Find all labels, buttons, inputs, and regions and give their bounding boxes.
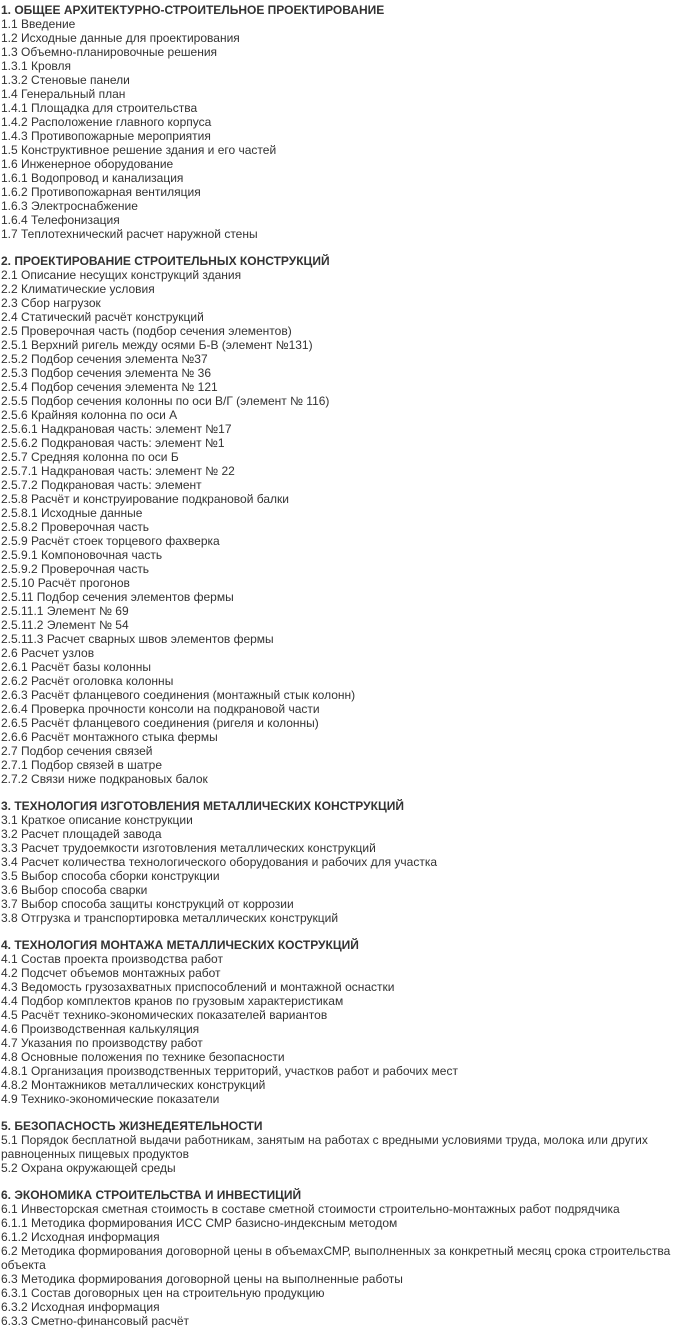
- toc-item: 2.5.5 Подбор сечения колонны по оси В/Г (элемент № 116): [1, 394, 330, 408]
- section-title: 1. ОБЩЕЕ АРХИТЕКТУРНО-СТРОИТЕЛЬНОЕ ПРОЕКТИРОВАНИЕ: [1, 3, 385, 17]
- section-title: 3. ТЕХНОЛОГИЯ ИЗГОТОВЛЕНИЯ МЕТАЛЛИЧЕСКИХ КОНСТРУКЦИЙ: [1, 799, 404, 813]
- toc-item: 5.1 Порядок бесплатной выдачи работникам, занятым на работах с вредными условиями труда, молока или других равноценных пищевых продуктов: [1, 1133, 648, 1161]
- toc-item: 4.8.2 Монтажников металлических конструкций: [1, 1078, 266, 1092]
- toc-item: 2.5.7 Средняя колонна по оси Б: [1, 450, 179, 464]
- toc-item: 4.7 Указания по производству работ: [1, 1036, 203, 1050]
- toc-item: 3.4 Расчет количества технологического оборудования и рабочих для участка: [1, 855, 438, 869]
- toc-item: 4.2 Подсчет объемов монтажных работ: [1, 966, 221, 980]
- toc-item: 4.6 Производственная калькуляция: [1, 1022, 200, 1036]
- toc-item: 1.7 Теплотехнический расчет наружной стены: [1, 227, 258, 241]
- toc-item: 6.2 Методика формирования договорной цены в объемахСМР, выполненных за конкретный месяц срока строительства объекта: [1, 1244, 671, 1272]
- toc-item: 6.1.1 Методика формирования ИСС СМР базисно-индексным методом: [1, 1216, 398, 1230]
- toc-item: 2.5.6.1 Надкрановая часть: элемент №17: [1, 422, 232, 436]
- toc-section: [1, 254, 700, 786]
- toc-section: [1, 799, 700, 925]
- toc-item: 1.3.1 Кровля: [1, 59, 71, 73]
- toc-item: 6.3 Методика формирования договорной цены на выполненные работы: [1, 1272, 403, 1286]
- toc-item: 1.1 Введение: [1, 17, 76, 31]
- toc-item: 2.5.2 Подбор сечения элемента №37: [1, 352, 208, 366]
- toc-item: 2.6 Расчет узлов: [1, 646, 95, 660]
- toc-item: 6.1.2 Исходная информация: [1, 1230, 160, 1244]
- toc-item: 2.5.11.1 Элемент № 69: [1, 604, 129, 618]
- toc-item: 1.4.1 Площадка для строительства: [1, 101, 198, 115]
- toc-item: 2.1 Описание несущих конструкций здания: [1, 268, 242, 282]
- toc-item: 2.5.8.2 Проверочная часть: [1, 520, 150, 534]
- toc-item: 2.5.7.1 Надкрановая часть: элемент № 22: [1, 464, 235, 478]
- toc-item: 1.6 Инженерное оборудование: [1, 157, 174, 171]
- toc-item: 6.3.1 Состав договорных цен на строительную продукцию: [1, 1286, 325, 1300]
- toc-item: 3.5 Выбор способа сборки конструкции: [1, 869, 220, 883]
- section-title: 6. ЭКОНОМИКА СТРОИТЕЛЬСТВА И ИНВЕСТИЦИЙ: [1, 1188, 302, 1202]
- section-title: 4. ТЕХНОЛОГИЯ МОНТАЖА МЕТАЛЛИЧЕСКИХ КОСТРУКЦИЙ: [1, 938, 359, 952]
- toc-item: 2.7.1 Подбор связей в шатре: [1, 758, 163, 772]
- toc-item: 1.4.3 Противопожарные мероприятия: [1, 129, 211, 143]
- toc-item: 2.5.3 Подбор сечения элемента № 36: [1, 366, 211, 380]
- toc-item: 2.5.10 Расчёт прогонов: [1, 576, 130, 590]
- toc-item: 2.3 Сбор нагрузок: [1, 296, 101, 310]
- toc-item: 2.5.8.1 Исходные данные: [1, 506, 143, 520]
- toc-item: 3.1 Краткое описание конструкции: [1, 813, 193, 827]
- toc-section: [1, 1188, 700, 1328]
- toc-item: 2.6.4 Проверка прочности консоли на подкрановой части: [1, 702, 320, 716]
- toc-item: 2.5.11.3 Расчет сварных швов элементов фермы: [1, 632, 274, 646]
- toc-item: 1.4 Генеральный план: [1, 87, 126, 101]
- toc-item: 2.6.3 Расчёт фланцевого соединения (монтажный стык колонн): [1, 688, 356, 702]
- toc-section: [1, 3, 700, 241]
- toc-item: 2.2 Климатические условия: [1, 282, 155, 296]
- toc-item: 2.5.9.1 Компоновочная часть: [1, 548, 163, 562]
- toc-item: 6.3.2 Исходная информация: [1, 1300, 160, 1314]
- toc-item: 3.6 Выбор способа сварки: [1, 883, 148, 897]
- toc-item: 2.5.7.2 Подкрановая часть: элемент: [1, 478, 202, 492]
- toc-item: 4.4 Подбор комплектов кранов по грузовым характеристикам: [1, 994, 344, 1008]
- toc-item: 2.5.1 Верхний ригель между осями Б-В (элемент №131): [1, 338, 313, 352]
- toc-item: 2.5.9 Расчёт стоек торцевого фахверка: [1, 534, 220, 548]
- toc-item: 2.5.9.2 Проверочная часть: [1, 562, 150, 576]
- toc-section: [1, 1119, 700, 1175]
- toc-item: 1.5 Конструктивное решение здания и его частей: [1, 143, 277, 157]
- toc-item: 2.5.4 Подбор сечения элемента № 121: [1, 380, 218, 394]
- toc-item: 2.5.6.2 Подкрановая часть: элемент №1: [1, 436, 225, 450]
- toc-item: 4.8.1 Организация производственных территорий, участков работ и рабочих мест: [1, 1064, 458, 1078]
- toc-item: 3.2 Расчет площадей завода: [1, 827, 162, 841]
- toc-item: 1.2 Исходные данные для проектирования: [1, 31, 240, 45]
- toc-item: 1.6.1 Водопровод и канализация: [1, 171, 184, 185]
- toc-item: 2.5.11 Подбор сечения элементов фермы: [1, 590, 234, 604]
- toc-item: 3.7 Выбор способа защиты конструкций от коррозии: [1, 897, 294, 911]
- section-title: 5. БЕЗОПАСНОСТЬ ЖИЗНЕДЕЯТЕЛЬНОСТИ: [1, 1119, 263, 1133]
- toc-item: 2.6.2 Расчёт оголовка колонны: [1, 674, 174, 688]
- toc-item: 4.5 Расчёт технико-экономических показателей вариантов: [1, 1008, 328, 1022]
- toc-item: 4.1 Состав проекта производства работ: [1, 952, 223, 966]
- toc-item: 2.4 Статический расчёт конструкций: [1, 310, 204, 324]
- toc-item: 4.8 Основные положения по технике безопасности: [1, 1050, 285, 1064]
- toc-item: 1.6.3 Электроснабжение: [1, 199, 138, 213]
- toc-section: [1, 938, 700, 1106]
- toc-item: 6.3.3 Сметно-финансовый расчёт: [1, 1314, 189, 1328]
- toc-item: 6.1 Инвесторская сметная стоимость в составе сметной стоимости строительно-монтажных работ подрядчика: [1, 1202, 620, 1216]
- toc-item: 3.8 Отгрузка и транспортировка металлических конструкций: [1, 911, 339, 925]
- section-title: 2. ПРОЕКТИРОВАНИЕ СТРОИТЕЛЬНЫХ КОНСТРУКЦИЙ: [1, 254, 330, 268]
- toc-item: 1.3.2 Стеновые панели: [1, 73, 130, 87]
- toc-item: 2.7.2 Связи ниже подкрановых балок: [1, 772, 208, 786]
- toc-item: 1.4.2 Расположение главного корпуса: [1, 115, 212, 129]
- toc-item: 4.3 Ведомость грузозахватных приспособлений и монтажной оснастки: [1, 980, 395, 994]
- toc-item: 2.6.6 Расчёт монтажного стыка фермы: [1, 730, 218, 744]
- toc-item: 2.6.5 Расчёт фланцевого соединения (ригеля и колонны): [1, 716, 319, 730]
- toc-item: 2.5 Проверочная часть (подбор сечения элементов): [1, 324, 292, 338]
- toc-item: 1.6.2 Противопожарная вентиляция: [1, 185, 201, 199]
- toc-item: 1.6.4 Телефонизация: [1, 213, 120, 227]
- toc-item: 3.3 Расчет трудоемкости изготовления металлических конструкций: [1, 841, 376, 855]
- toc-item: 2.5.11.2 Элемент № 54: [1, 618, 129, 632]
- toc-item: 2.7 Подбор сечения связей: [1, 744, 153, 758]
- toc-item: 2.5.6 Крайняя колонна по оси А: [1, 408, 178, 422]
- toc-item: 4.9 Технико-экономические показатели: [1, 1092, 220, 1106]
- toc-item: 5.2 Охрана окружающей среды: [1, 1161, 176, 1175]
- toc-item: 1.3 Объемно-планировочные решения: [1, 45, 218, 59]
- toc-item: 2.6.1 Расчёт базы колонны: [1, 660, 152, 674]
- toc-item: 2.5.8 Расчёт и конструирование подкрановой балки: [1, 492, 289, 506]
